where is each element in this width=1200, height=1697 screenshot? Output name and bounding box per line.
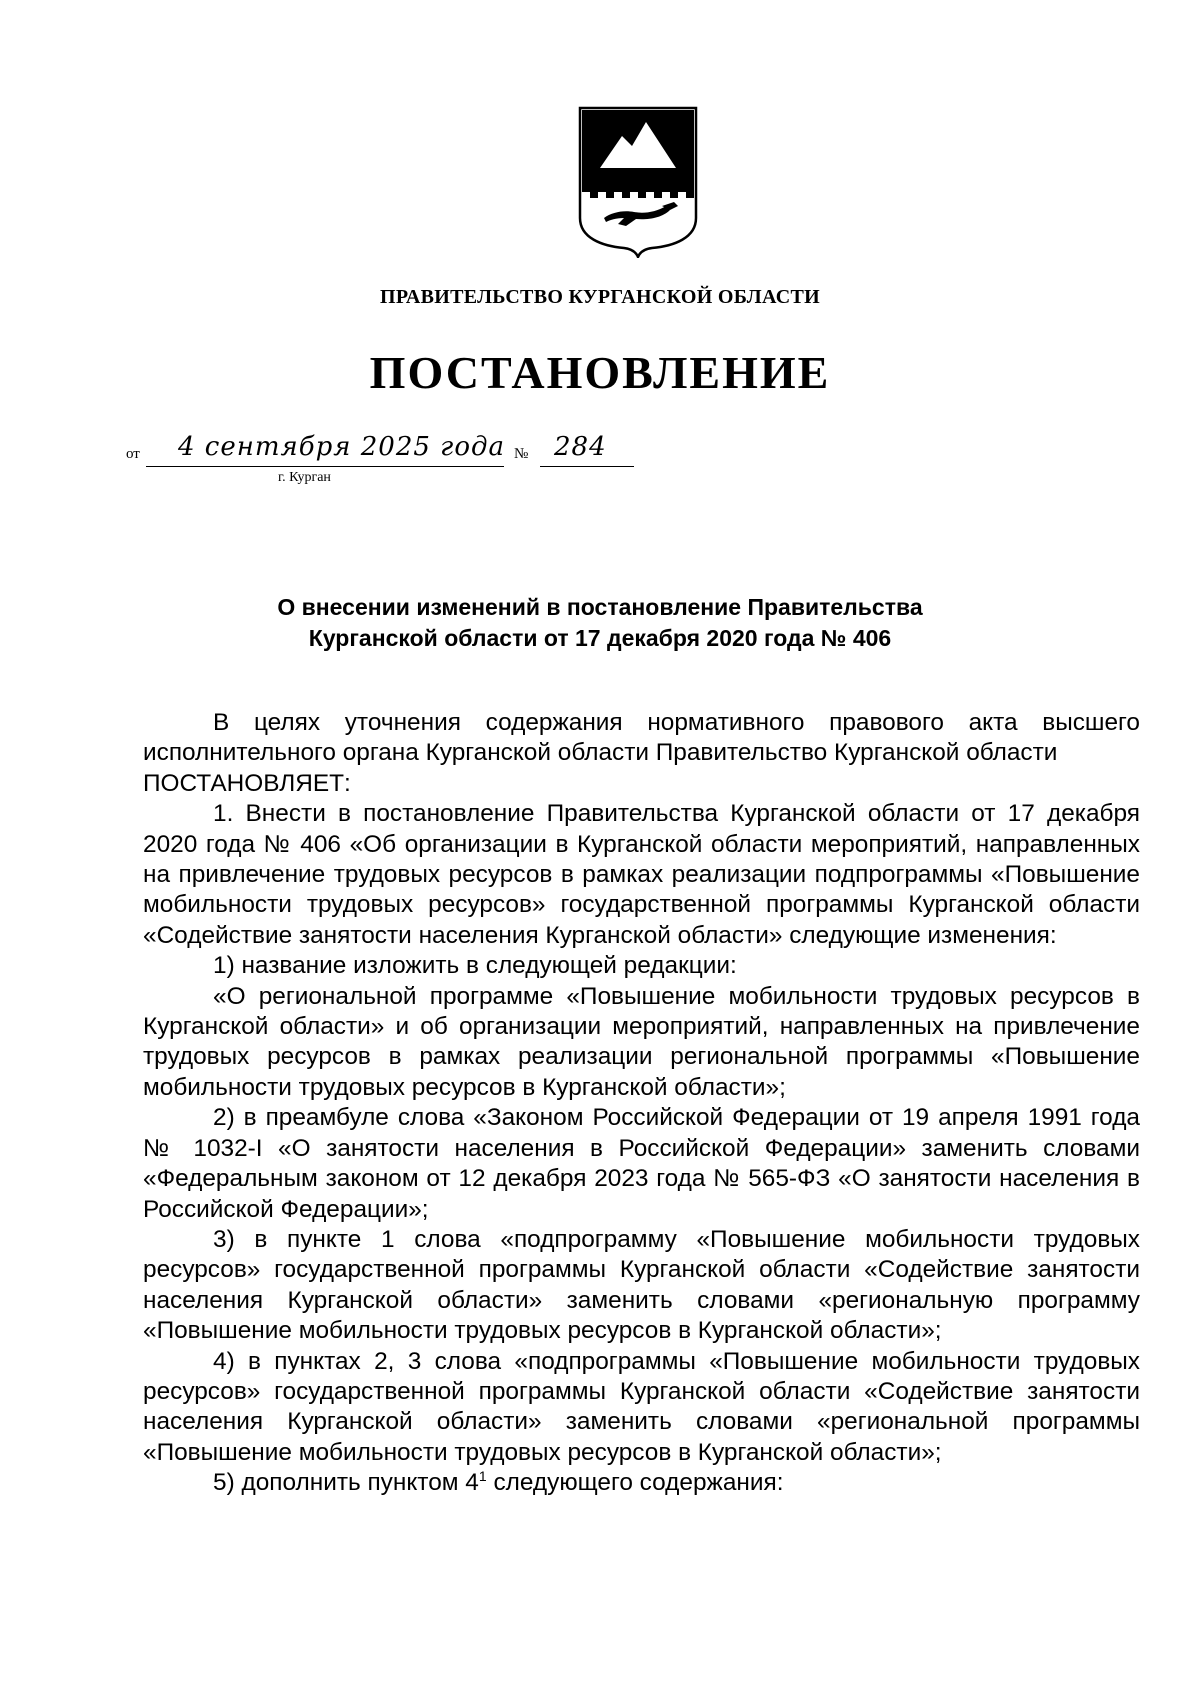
- clause-1-4: 4) в пунктах 2, 3 слова «подпрограммы «Повышение мобильности трудовых ресурсов» государственной программы Курганской области «Содействие занятости населения Курганской области» заменить словами «региональной программы «Повышение мобильности трудовых ресурсов в Курганской области»;: [143, 1347, 1140, 1466]
- organization-title: ПРАВИТЕЛЬСТВО КУРГАНСКОЙ ОБЛАСТИ: [380, 286, 820, 308]
- number-sign: №: [514, 446, 529, 462]
- document-body: [143, 708, 1140, 1499]
- clause-1-5-superscript: 1: [478, 1468, 487, 1485]
- clause-1-2: 2) в преамбуле слова «Законом Российской Федерации от 19 апреля 1991 года № 1032-I «О занятости населения в Российской Федерации» заменить словами «Федеральным законом от 12 декабря 2023 года № 565-ФЗ «О занятости населения в Российской Федерации»;: [143, 1104, 1140, 1223]
- date-underline: [146, 466, 504, 467]
- intro-paragraph: В целях уточнения содержания нормативного правового акта высшего исполнительного органа Курганской области Правительство Курганской области: [143, 709, 1140, 767]
- clause-1-5: [143, 1468, 1140, 1498]
- handwritten-date: 4 сентября 2025 года: [178, 432, 505, 462]
- document-type-title: ПОСТАНОВЛЕНИЕ: [369, 347, 831, 398]
- clause-1-3: 3) в пункте 1 слова «подпрограмму «Повышение мобильности трудовых ресурсов» государственной программы Курганской области «Содействие занятости населения Курганской области» заменить словами «региональную программу «Повышение мобильности трудовых ресурсов в Курганской области»;: [143, 1225, 1140, 1345]
- number-underline: [540, 466, 634, 467]
- date-number-line: [126, 432, 646, 496]
- clause-1: 1. Внести в постановление Правительства Курганской области от 17 декабря 2020 года № 406 «Об организации в Курганской области мероприятий, направленных на привлечение трудовых ресурсов в рамках реализации подпрограммы «Повышение мобильности трудовых ресурсов» государственной программы Курганской области «Содействие занятости населения Курганской области» следующие изменения:: [143, 800, 1140, 949]
- coat-of-arms-icon: [578, 106, 698, 258]
- date-prefix: от: [126, 446, 140, 462]
- clause-1-5-tail: следующего содержания:: [486, 1469, 784, 1497]
- clause-1-1: 1) название изложить в следующей редакции:: [213, 952, 737, 980]
- clause-1-5-text: 5) дополнить пунктом 4: [213, 1469, 479, 1497]
- city-name: г. Курган: [278, 470, 331, 485]
- subject-line-2: Курганской области от 17 декабря 2020 года № 406: [308, 625, 892, 651]
- clause-1-1-quote: «О региональной программе «Повышение мобильности трудовых ресурсов в Курганской области» и об организации мероприятий, направленных на привлечение трудовых ресурсов в рамках реализации региональной программы «Повышение мобильности трудовых ресурсов в Курганской области»;: [143, 982, 1140, 1101]
- handwritten-number: 284: [554, 432, 607, 462]
- subject-line-1: О внесении изменений в постановление Правительства: [277, 594, 923, 620]
- decree-word: ПОСТАНОВЛЯЕТ:: [143, 769, 351, 797]
- document-subject: [0, 592, 1200, 654]
